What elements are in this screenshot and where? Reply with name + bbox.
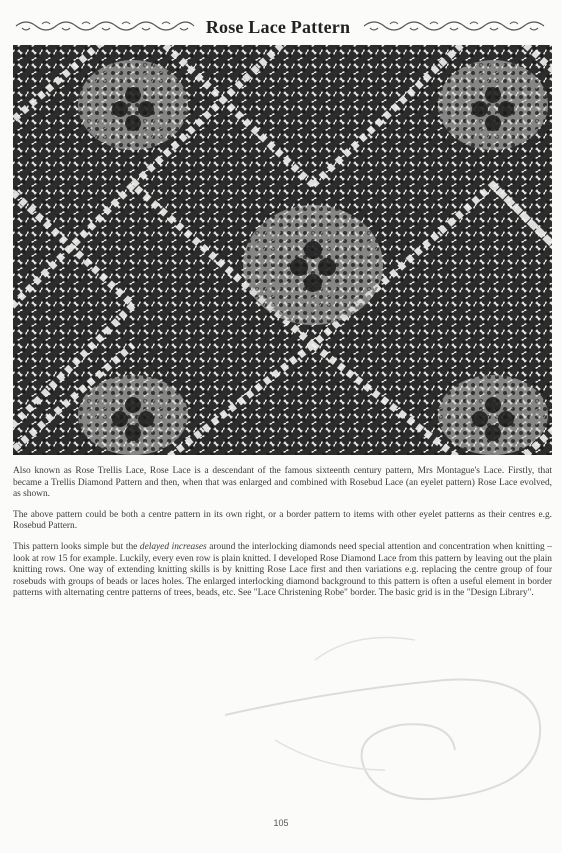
decorative-swirl bbox=[215, 620, 555, 830]
left-scroll-ornament bbox=[14, 18, 196, 34]
paragraph-3 bbox=[13, 542, 552, 600]
delayed-increases-emphasis: delayed increases bbox=[139, 541, 207, 552]
paragraph-3-start: This pattern looks simple but the bbox=[13, 541, 140, 552]
body-text bbox=[13, 466, 552, 609]
page-title: Rose Lace Pattern bbox=[205, 17, 351, 37]
page-number: 105 bbox=[273, 818, 289, 828]
paragraph-2: The above pattern could be both a centre pattern in its own right, or a border pattern to items with other eyelet patterns as their centres e.g. Rosebud Pattern. bbox=[13, 509, 552, 532]
page-header bbox=[0, 10, 562, 40]
right-scroll-ornament bbox=[360, 18, 546, 34]
paragraph-1: Also known as Rose Trellis Lace, Rose Lace is a descendant of the famous sixteenth century pattern, Mrs Montague's Lace. Firstly, that became a Trellis Diamond Pattern and then, when that was enlarged and combined with Rosebud Lace (an eyelet pattern) Rose Lace evolved, as shown. bbox=[13, 466, 552, 500]
paragraph-3-end: around the interlocking diamonds need special attention and concentration when knitting – look at row 15 for example. Luckily, every even row is plain knitted. I developed Rose Diamond Lace from this pattern by leaving out the plain knitting rows. One way of extending knitting skills is by knitting Rose Lace first and then variations e.g. replacing the centre group of four rosebuds with groups of beads or laces holes. The enlarged interlocking diamond background to this pattern is often a useful element in border patterns with alternating centre patterns of trees, beads, etc. See "Lace Christening Robe" border. The basic grid is in the "Design Library". bbox=[13, 541, 552, 599]
lace-texture bbox=[13, 45, 552, 455]
lace-pattern-photo bbox=[13, 45, 552, 455]
